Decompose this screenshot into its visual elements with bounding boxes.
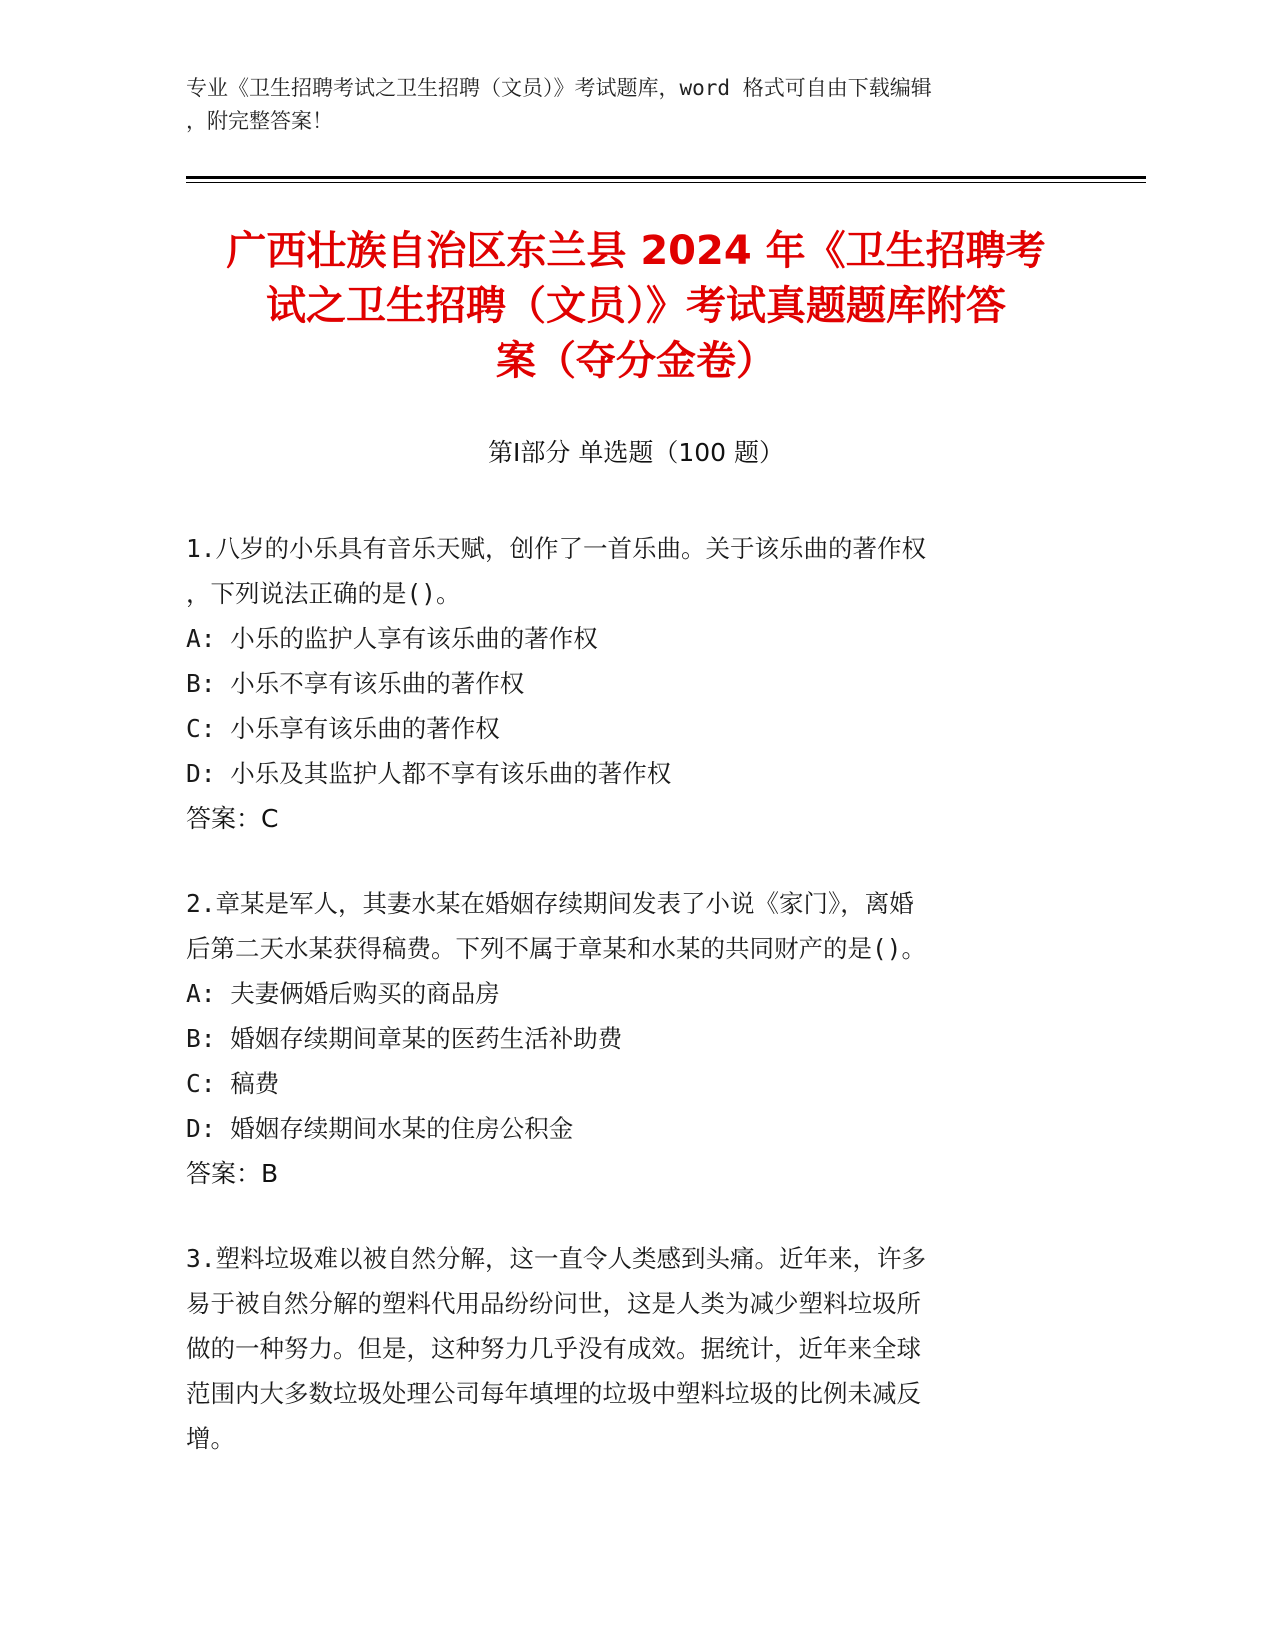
option-b: B: 小乐不享有该乐曲的著作权 (186, 669, 525, 698)
header-note (186, 72, 1066, 138)
answer: 答案：C (186, 804, 279, 833)
question-2 (186, 881, 1066, 1196)
option-a: A: 夫妻俩婚后购买的商品房 (186, 979, 500, 1008)
option-c: C: 小乐享有该乐曲的著作权 (186, 714, 500, 743)
question-stem-line: 1.八岁的小乐具有音乐天赋，创作了一首乐曲。关于该乐曲的著作权 (186, 534, 926, 563)
section-title: 第Ⅰ部分 单选题（100 题） (488, 438, 784, 467)
title-line: 试之卫生招聘（文员）》考试真题题库附答 (266, 283, 1006, 329)
header-rule-thick (186, 176, 1146, 179)
document-title (186, 224, 1086, 389)
option-b: B: 婚姻存续期间章某的医药生活补助费 (186, 1024, 623, 1053)
question-3 (186, 1236, 1066, 1461)
question-stem-line: 做的一种努力。但是，这种努力几乎没有成效。据统计，近年来全球 (186, 1334, 921, 1363)
title-line: 案（夺分金卷） (496, 338, 776, 384)
option-d: D: 婚姻存续期间水某的住房公积金 (186, 1114, 574, 1143)
question-1 (186, 526, 1066, 841)
header-rule-thin (186, 182, 1146, 183)
title-line: 广西壮族自治区东兰县 2024 年《卫生招聘考 (226, 228, 1046, 274)
option-c: C: 稿费 (186, 1069, 280, 1098)
question-stem-line: 易于被自然分解的塑料代用品纷纷问世，这是人类为减少塑料垃圾所 (186, 1289, 921, 1318)
question-stem-line: 后第二天水某获得稿费。下列不属于章某和水某的共同财产的是()。 (186, 934, 926, 963)
option-a: A: 小乐的监护人享有该乐曲的著作权 (186, 624, 598, 653)
answer: 答案：B (186, 1159, 279, 1188)
question-list (186, 526, 1066, 1501)
question-stem-line: 2.章某是军人，其妻水某在婚姻存续期间发表了小说《家门》，离婚 (186, 889, 914, 918)
question-stem-line: 增。 (186, 1424, 235, 1453)
question-stem-line: 3.塑料垃圾难以被自然分解，这一直令人类感到头痛。近年来，许多 (186, 1244, 926, 1273)
option-d: D: 小乐及其监护人都不享有该乐曲的著作权 (186, 759, 672, 788)
question-stem-line: ，下列说法正确的是()。 (186, 579, 461, 608)
header-note-line: 专业《卫生招聘考试之卫生招聘（文员）》考试题库，word 格式可自由下载编辑 (186, 76, 932, 100)
question-stem-line: 范围内大多数垃圾处理公司每年填埋的垃圾中塑料垃圾的比例未减反 (186, 1379, 921, 1408)
header-note-line: ，附完整答案！ (186, 109, 333, 133)
